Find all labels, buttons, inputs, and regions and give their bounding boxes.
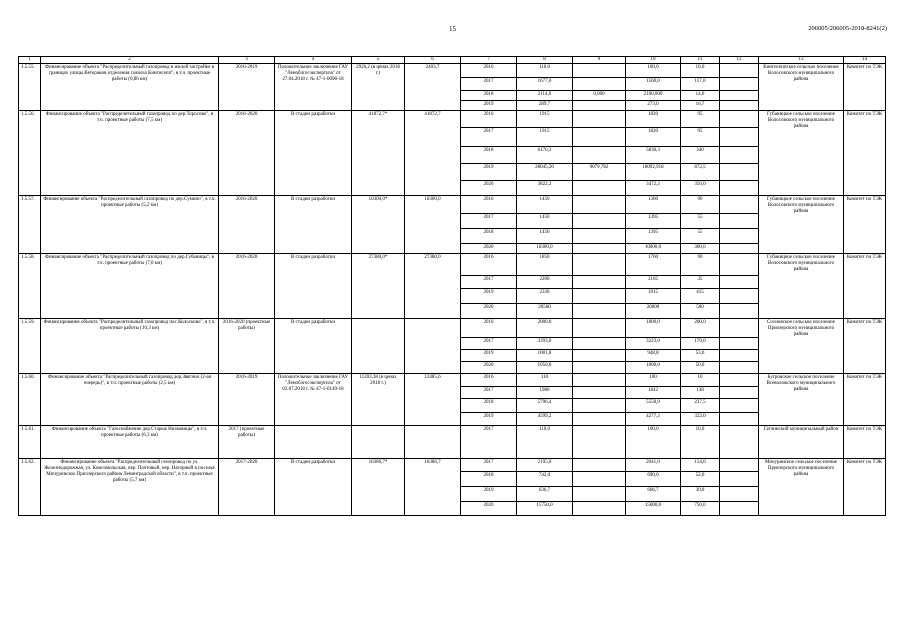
federal-amount-cell: 9079,782 xyxy=(573,164,626,181)
federal-amount-cell xyxy=(573,244,626,254)
regional-amount-cell: 2165 xyxy=(626,276,681,289)
total-amount-cell: 5796,4 xyxy=(517,399,573,413)
project-description: Финансирование объекта "Газоснабжение дер.Старые Низковицы", в т.ч. проектные работы (6,3 км) xyxy=(41,426,219,459)
project-period: 2016-2020 xyxy=(219,196,275,254)
project-period: 2016-2019 xyxy=(219,374,275,426)
federal-amount-cell xyxy=(573,502,626,516)
regional-amount-cell: 1800,0 xyxy=(626,319,681,338)
federal-amount-cell xyxy=(573,487,626,502)
other-amount-cell xyxy=(720,229,759,244)
project-description: Финансирование объекта "Распределительный газопровод по дер.Сумино", в т.ч. проектные работы (5,2 км) xyxy=(41,196,219,254)
total-amount-cell: 636,7 xyxy=(517,487,573,502)
total-amount-cell: 1677,0 xyxy=(517,78,573,91)
year-cell: 2017 xyxy=(461,276,517,289)
year-cell: 2017 xyxy=(461,426,517,459)
project-description: Финансирование объекта "Распределительный газопровод по дер.Торосово", в т.ч. проектные работы (7,5 км) xyxy=(41,111,219,196)
column-number: 7 xyxy=(461,57,517,64)
local-amount-cell: 55 xyxy=(681,229,720,244)
year-cell: 2018 xyxy=(461,472,517,487)
project-description: Финансирование объекта "Распределительный газопровод по ул. Железнодорожная, ул. Комсомольская, пер. Почтовый, пер. Нагорный в поселке Мичуринское Приозерского района Ленинградской области", в т.ч. проектные работы (5,7 км) xyxy=(41,459,219,516)
regional-amount-cell: 1820 xyxy=(626,111,681,128)
total-amount-cell: 2000,0 xyxy=(517,319,573,338)
other-amount-cell xyxy=(720,181,759,196)
project-executor: Комитет по ТЭК xyxy=(844,459,886,516)
project-row xyxy=(19,459,886,472)
project-municipality: Губаницкое сельское поселение Волосовского муниципального района xyxy=(759,111,844,196)
project-code: 1.5.55. xyxy=(19,64,41,111)
year-cell: 2017 xyxy=(461,128,517,147)
project-total-cost: 10300,0 xyxy=(405,196,461,254)
project-executor: Комитет по ТЭК xyxy=(844,196,886,254)
regional-amount-cell: 4277,2 xyxy=(626,413,681,426)
project-code: 1.5.57. xyxy=(19,196,41,254)
regional-amount-cell: 948,8 xyxy=(626,350,681,362)
year-cell: 2019 xyxy=(461,350,517,362)
other-amount-cell xyxy=(720,244,759,254)
regional-amount-cell: 1760 xyxy=(626,254,681,276)
local-amount-cell: 237,5 xyxy=(681,399,720,413)
project-row xyxy=(19,426,886,459)
project-period: 2017-2020 xyxy=(219,459,275,516)
project-description: Финансирование объекта "Распределительный газопровод пос.Колосково", в т.ч. проектные работы (10,3 км) xyxy=(41,319,219,374)
local-amount-cell: 10 xyxy=(681,374,720,387)
other-amount-cell xyxy=(720,276,759,289)
year-cell: 2020 xyxy=(461,304,517,319)
other-amount-cell xyxy=(720,319,759,338)
project-expertise xyxy=(275,426,352,459)
year-cell: 2018 xyxy=(461,399,517,413)
regional-amount-cell: 5830,3 xyxy=(626,147,681,164)
project-expertise: В стадии разработки xyxy=(275,254,352,319)
total-amount-cell: 1001,8 xyxy=(517,350,573,362)
federal-amount-cell xyxy=(573,362,626,374)
project-total-cost: 12485,6 xyxy=(405,374,461,426)
other-amount-cell xyxy=(720,111,759,128)
local-amount-cell: 138 xyxy=(681,387,720,399)
local-amount-cell: 340 xyxy=(681,147,720,164)
project-total-cost: 2403,7 xyxy=(405,64,461,111)
project-municipality: Сосновское сельское поселение Приозерского муниципального района xyxy=(759,319,844,374)
project-expertise: Положительное заключение ГАУ "Леноблгосэкспертиза" от 02.07.2018 г. № 47-1-0149-18 xyxy=(275,374,352,426)
total-amount-cell: 1450 xyxy=(517,229,573,244)
project-description: Финансирование объекта "Распределительный газопровод в жилой застройке в границах улицы Ветеранов отделения совхоза Кингисепп", в т.ч. проектные работы (0,86 км) xyxy=(41,64,219,111)
other-amount-cell xyxy=(720,128,759,147)
year-cell: 2020 xyxy=(461,181,517,196)
project-total-cost: 27380,0 xyxy=(405,254,461,319)
local-amount-cell: 117,0 xyxy=(681,78,720,91)
federal-amount-cell xyxy=(573,459,626,472)
federal-amount-cell xyxy=(573,304,626,319)
project-total-cost xyxy=(405,426,461,459)
total-amount-cell: 1050,0 xyxy=(517,362,573,374)
year-cell: 2019 xyxy=(461,164,517,181)
project-expertise: В стадии разработки xyxy=(275,319,352,374)
regional-amount-cell: 1000,0 xyxy=(626,362,681,374)
project-municipality: Мичуринское сельское поселение Приозерского муниципального района xyxy=(759,459,844,516)
local-amount-cell: 16,7 xyxy=(681,101,720,111)
project-code: 1.5.61. xyxy=(19,426,41,459)
local-amount-cell: 350,0 xyxy=(681,181,720,196)
project-code: 1.5.56. xyxy=(19,111,41,196)
project-total-cost: 16386,7 xyxy=(405,459,461,516)
other-amount-cell xyxy=(720,487,759,502)
local-amount-cell: 50,0 xyxy=(681,362,720,374)
regional-amount-cell: 10000,0 xyxy=(626,244,681,254)
project-expertise: Положительное заключение ГАУ "Леноблгосэкспертиза" от 27.04.2018 г. № 47-1-0098-18 xyxy=(275,64,352,111)
regional-amount-cell: 606,7 xyxy=(626,487,681,502)
total-amount-cell: 6170,3 xyxy=(517,147,573,164)
year-cell: 2016 xyxy=(461,111,517,128)
year-cell: 2017 xyxy=(461,387,517,399)
column-number: 10 xyxy=(626,57,681,64)
regional-amount-cell: 1820 xyxy=(626,128,681,147)
year-cell: 2019 xyxy=(461,413,517,426)
project-period: 2016-2019 xyxy=(219,64,275,111)
federal-amount-cell xyxy=(573,111,626,128)
regional-amount-cell: 273,0 xyxy=(626,101,681,111)
project-municipality: Кингисеппское сельское поселение Волосовского муниципального района xyxy=(759,64,844,111)
local-amount-cell: 415 xyxy=(681,289,720,304)
regional-amount-cell: 1915 xyxy=(626,289,681,304)
project-period: 2016-2020 xyxy=(219,254,275,319)
total-amount-cell: 3822,2 xyxy=(517,181,573,196)
column-number: 4 xyxy=(275,57,352,64)
federal-amount-cell xyxy=(573,413,626,426)
total-amount-cell: 110,0 xyxy=(517,426,573,459)
project-estimated-cost: 27380,0* xyxy=(352,254,405,319)
federal-amount-cell xyxy=(573,387,626,399)
project-row xyxy=(19,196,886,214)
regional-amount-cell: 1560,0 xyxy=(626,78,681,91)
local-amount-cell: 90 xyxy=(681,196,720,214)
other-amount-cell xyxy=(720,374,759,387)
other-amount-cell xyxy=(720,362,759,374)
project-estimated-cost xyxy=(352,426,405,459)
project-municipality: Бугровское сельское поселение Всеволожского муниципального района xyxy=(759,374,844,426)
other-amount-cell xyxy=(720,64,759,78)
project-estimated-cost: 2926,2 (в ценах 2018 г.) xyxy=(352,64,405,111)
local-amount-cell: 322,0 xyxy=(681,413,720,426)
project-code: 1.5.59. xyxy=(19,319,41,374)
year-cell: 2017 xyxy=(461,338,517,350)
regional-amount-cell: 20000 xyxy=(626,304,681,319)
financing-table xyxy=(18,56,886,516)
other-amount-cell xyxy=(720,399,759,413)
year-cell: 2020 xyxy=(461,502,517,516)
column-number: 6 xyxy=(405,57,461,64)
total-amount-cell: 110 xyxy=(517,374,573,387)
project-code: 1.5.60. xyxy=(19,374,41,426)
federal-amount-cell xyxy=(573,289,626,304)
federal-amount-cell xyxy=(573,426,626,459)
column-number: 13 xyxy=(759,57,844,64)
federal-amount-cell xyxy=(573,338,626,350)
project-municipality: Губаницкое сельское поселение Волосовского муниципального района xyxy=(759,196,844,254)
regional-amount-cell: 3472,2 xyxy=(626,181,681,196)
project-executor: Комитет по ТЭК xyxy=(844,319,886,374)
federal-amount-cell xyxy=(573,78,626,91)
regional-amount-cell: 1360 xyxy=(626,196,681,214)
column-number: 11 xyxy=(681,57,720,64)
federal-amount-cell xyxy=(573,181,626,196)
year-cell: 2018 xyxy=(461,229,517,244)
regional-amount-cell: 100 xyxy=(626,374,681,387)
total-amount-cell: 1915 xyxy=(517,128,573,147)
federal-amount-cell xyxy=(573,196,626,214)
column-number: 5 xyxy=(352,57,405,64)
local-amount-cell: 30,0 xyxy=(681,487,720,502)
regional-amount-cell: 690,0 xyxy=(626,472,681,487)
column-numbers-row xyxy=(19,57,886,64)
other-amount-cell xyxy=(720,338,759,350)
project-estimated-cost: 11203,38 (в ценах 2018 г.) xyxy=(352,374,405,426)
local-amount-cell: 872,5 xyxy=(681,164,720,181)
federal-amount-cell xyxy=(573,64,626,78)
federal-amount-cell xyxy=(573,254,626,276)
year-cell: 2020 xyxy=(461,362,517,374)
year-cell: 2020 xyxy=(461,244,517,254)
project-executor: Комитет по ТЭК xyxy=(844,254,886,319)
total-amount-cell: 110,0 xyxy=(517,64,573,78)
regional-amount-cell: 100,0 xyxy=(626,426,681,459)
page-number: 15 xyxy=(449,25,456,33)
other-amount-cell xyxy=(720,387,759,399)
local-amount-cell: 154,0 xyxy=(681,459,720,472)
other-amount-cell xyxy=(720,502,759,516)
year-cell: 2016 xyxy=(461,374,517,387)
year-cell: 2019 xyxy=(461,101,517,111)
project-row xyxy=(19,64,886,78)
total-amount-cell: 1450 xyxy=(517,214,573,229)
year-cell: 2017 xyxy=(461,459,517,472)
federal-amount-cell xyxy=(573,319,626,338)
other-amount-cell xyxy=(720,254,759,276)
other-amount-cell xyxy=(720,164,759,181)
project-municipality: Гатчинский муниципальный район xyxy=(759,426,844,459)
project-expertise: В стадии разработки xyxy=(275,459,352,516)
total-amount-cell: 1915 xyxy=(517,111,573,128)
project-executor: Комитет по ТЭК xyxy=(844,374,886,426)
column-number: 2 xyxy=(41,57,219,64)
local-amount-cell: 95 xyxy=(681,111,720,128)
other-amount-cell xyxy=(720,350,759,362)
total-amount-cell: 2114,0 xyxy=(517,91,573,101)
federal-amount-cell: 0,000 xyxy=(573,91,626,101)
local-amount-cell: 90 xyxy=(681,254,720,276)
project-total-cost: 41872,7 xyxy=(405,111,461,196)
local-amount-cell: 10,0 xyxy=(681,426,720,459)
year-cell: 2018 xyxy=(461,147,517,164)
project-estimated-cost: 16386,7* xyxy=(352,459,405,516)
column-number: 8 xyxy=(517,57,573,64)
total-amount-cell: 1850 xyxy=(517,254,573,276)
total-amount-cell: 20500 xyxy=(517,304,573,319)
federal-amount-cell xyxy=(573,276,626,289)
year-cell: 2016 xyxy=(461,254,517,276)
local-amount-cell: 95 xyxy=(681,128,720,147)
project-period: 2017 (проектные работы) xyxy=(219,426,275,459)
project-description: Финансирование объекта "Распределительный газопровод по дер.Губаницы", в т.ч. проектные работы (7,0 км) xyxy=(41,254,219,319)
project-executor: Комитет по ТЭК xyxy=(844,111,886,196)
regional-amount-cell: 1842 xyxy=(626,387,681,399)
project-estimated-cost: 41872,7* xyxy=(352,111,405,196)
total-amount-cell: 2200 xyxy=(517,276,573,289)
federal-amount-cell xyxy=(573,472,626,487)
project-expertise: В стадии разработки xyxy=(275,196,352,254)
local-amount-cell: 300,0 xyxy=(681,244,720,254)
year-cell: 2019 xyxy=(461,487,517,502)
project-expertise: В стадии разработки xyxy=(275,111,352,196)
regional-amount-cell: 1395 xyxy=(626,214,681,229)
federal-amount-cell xyxy=(573,374,626,387)
regional-amount-cell: 2041,0 xyxy=(626,459,681,472)
project-municipality: Губаницкое сельское поселение Волосовского муниципального района xyxy=(759,254,844,319)
total-amount-cell: 15750,0 xyxy=(517,502,573,516)
other-amount-cell xyxy=(720,472,759,487)
regional-amount-cell: 100,0 xyxy=(626,64,681,78)
project-period: 2016-2020 (проектные работы) xyxy=(219,319,275,374)
federal-amount-cell xyxy=(573,214,626,229)
year-cell: 2018 xyxy=(461,91,517,101)
other-amount-cell xyxy=(720,196,759,214)
project-description: Финансирование объекта "Распределительный газопровод дер.Звягино (2-ая очередь)", в т.ч. проектные работы (2,5 км) xyxy=(41,374,219,426)
other-amount-cell xyxy=(720,101,759,111)
regional-amount-cell: 2100,000 xyxy=(626,91,681,101)
local-amount-cell: 170,0 xyxy=(681,338,720,350)
column-number: 3 xyxy=(219,57,275,64)
other-amount-cell xyxy=(720,413,759,426)
project-code: 1.5.58. xyxy=(19,254,41,319)
other-amount-cell xyxy=(720,459,759,472)
local-amount-cell: 52,0 xyxy=(681,472,720,487)
column-number: 1 xyxy=(19,57,41,64)
regional-amount-cell: 5558,9 xyxy=(626,399,681,413)
year-cell: 2016 xyxy=(461,196,517,214)
column-number: 12 xyxy=(720,57,759,64)
local-amount-cell: 55 xyxy=(681,214,720,229)
year-cell: 2017 xyxy=(461,214,517,229)
federal-amount-cell xyxy=(573,350,626,362)
project-code: 1.5.62. xyxy=(19,459,41,516)
year-cell: 2016 xyxy=(461,319,517,338)
regional-amount-cell: 1395 xyxy=(626,229,681,244)
total-amount-cell: 3393,0 xyxy=(517,338,573,350)
column-number: 9 xyxy=(573,57,626,64)
other-amount-cell xyxy=(720,147,759,164)
total-amount-cell: 1450 xyxy=(517,196,573,214)
year-cell: 2017 xyxy=(461,78,517,91)
local-amount-cell: 35 xyxy=(681,276,720,289)
project-row xyxy=(19,254,886,276)
total-amount-cell: 289,7 xyxy=(517,101,573,111)
other-amount-cell xyxy=(720,78,759,91)
local-amount-cell: 500 xyxy=(681,304,720,319)
federal-amount-cell xyxy=(573,128,626,147)
year-cell: 2016 xyxy=(461,64,517,78)
local-amount-cell: 10,0 xyxy=(681,64,720,78)
document-id: 206005/206005-2018-8241(2) xyxy=(808,25,887,32)
column-number: 14 xyxy=(844,57,886,64)
total-amount-cell: 2195,0 xyxy=(517,459,573,472)
project-executor: Комитет по ТЭК xyxy=(844,64,886,111)
project-row xyxy=(19,374,886,387)
other-amount-cell xyxy=(720,304,759,319)
regional-amount-cell: 3223,0 xyxy=(626,338,681,350)
other-amount-cell xyxy=(720,289,759,304)
project-estimated-cost xyxy=(352,319,405,374)
project-executor: Комитет по ТЭК xyxy=(844,426,886,459)
federal-amount-cell xyxy=(573,101,626,111)
total-amount-cell: 10300,0 xyxy=(517,244,573,254)
total-amount-cell: 4599,2 xyxy=(517,413,573,426)
project-row xyxy=(19,111,886,128)
local-amount-cell: 14,0 xyxy=(681,91,720,101)
local-amount-cell: 200,0 xyxy=(681,319,720,338)
total-amount-cell: 28045,20 xyxy=(517,164,573,181)
total-amount-cell: 1980 xyxy=(517,387,573,399)
local-amount-cell: 750,0 xyxy=(681,502,720,516)
project-period: 2016-2020 xyxy=(219,111,275,196)
project-total-cost xyxy=(405,319,461,374)
year-cell: 2019 xyxy=(461,289,517,304)
regional-amount-cell: 18092,918 xyxy=(626,164,681,181)
other-amount-cell xyxy=(720,214,759,229)
federal-amount-cell xyxy=(573,229,626,244)
total-amount-cell: 742,0 xyxy=(517,472,573,487)
other-amount-cell xyxy=(720,426,759,459)
total-amount-cell: 2330 xyxy=(517,289,573,304)
project-row xyxy=(19,319,886,338)
regional-amount-cell: 15000,0 xyxy=(626,502,681,516)
federal-amount-cell xyxy=(573,399,626,413)
federal-amount-cell xyxy=(573,147,626,164)
other-amount-cell xyxy=(720,91,759,101)
local-amount-cell: 53,0 xyxy=(681,350,720,362)
project-estimated-cost: 10300,0* xyxy=(352,196,405,254)
